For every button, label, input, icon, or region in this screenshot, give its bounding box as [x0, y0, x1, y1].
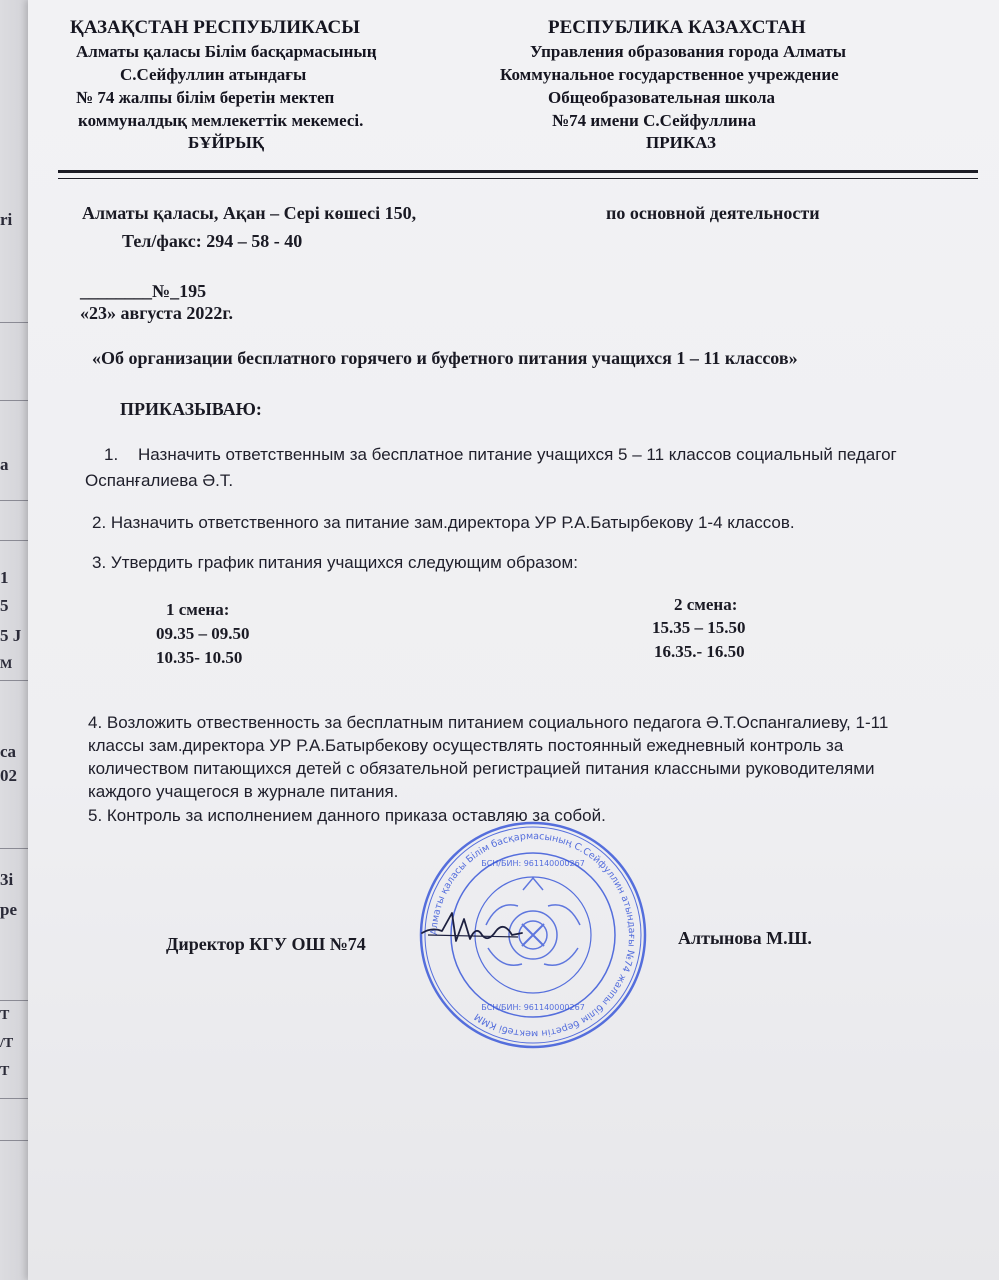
header-right-line3: Общеобразовательная школа	[548, 88, 776, 107]
item-2: 2. Назначить ответственного за питание зам.директора УР Р.А.Батырбекову 1-4 классов.	[92, 513, 795, 532]
director-signature	[418, 905, 528, 955]
stamp-bin-top: БСН/БИН: 961140000267	[481, 859, 585, 868]
under-fragment: pe	[0, 900, 17, 919]
shift-1-time-2: 10.35- 10.50	[156, 648, 243, 667]
header-right-country: РЕСПУБЛИКА КАЗАХСТАН	[548, 17, 806, 38]
stamp-bin-bottom: БСН/БИН: 961140000267	[481, 1003, 585, 1012]
item-4-line3: количеством питающихся детей с обязательной регистрацией питания классными руководителями	[88, 759, 875, 778]
signature-position: Директор КГУ ОШ №74	[166, 934, 366, 954]
address-phone: Тел/факс: 294 – 58 - 40	[122, 231, 303, 251]
order-date: «23» августа 2022г.	[80, 303, 234, 323]
item-1-number: 1.	[104, 445, 119, 464]
header-divider-thick	[58, 170, 978, 173]
item-4-line4: каждого учащегося в журнале питания.	[88, 782, 399, 801]
header-divider-thin	[58, 178, 978, 179]
under-fragment: 1	[0, 568, 9, 587]
header-left-line4: коммуналдық мемлекеттік мекемесі.	[78, 111, 364, 130]
header-left-line3: № 74 жалпы білім беретін мектеп	[76, 88, 335, 107]
header-right-line2: Коммунальное государственное учреждение	[500, 65, 839, 84]
shift-2-time-1: 15.35 – 15.50	[652, 618, 746, 637]
item-4-line2: классы зам.директора УР Р.А.Батырбекову осуществлять постоянный ежедневный контроль за	[88, 736, 844, 755]
signature-name: Алтынова М.Ш.	[678, 928, 812, 948]
under-fragment: ca	[0, 742, 17, 761]
header-left-doc-type: БҰЙРЫҚ	[188, 133, 265, 152]
shift-2-time-2: 16.35.- 16.50	[654, 642, 745, 661]
order-command: ПРИКАЗЫВАЮ:	[120, 399, 262, 419]
under-fragment: 02	[0, 766, 17, 785]
under-fragment: T	[0, 1008, 10, 1023]
under-fragment: T	[0, 1064, 10, 1079]
item-5: 5. Контроль за исполнением данного приказа оставляю за собой.	[88, 806, 606, 825]
under-fragment: 3i	[0, 870, 14, 889]
under-fragment: ri	[0, 210, 13, 229]
under-fragment: a	[0, 455, 9, 474]
under-fragment: M	[0, 656, 13, 671]
under-fragment: 5 J	[0, 626, 22, 645]
under-fragment: 5	[0, 596, 9, 615]
order-number: ________№_195	[80, 281, 207, 301]
under-fragment: /T	[0, 1036, 14, 1051]
stamp-outer-text: Алматы қаласы Білім басқармасының С.Сейфуллин атындағы №74 жалпы білім беретін мектебі КММ	[428, 830, 638, 1040]
item-1-line2: Оспанғалиева Ә.Т.	[85, 471, 234, 490]
shift-1-time-1: 09.35 – 09.50	[156, 624, 250, 643]
order-title: «Об организации бесплатного горячего и буфетного питания учащихся 1 – 11 классов»	[92, 348, 798, 368]
address-street: Алматы қаласы, Ақан – Сері көшесі 150,	[82, 203, 417, 223]
item-4-line1: 4. Возложить отвественность за бесплатным питанием социального педагога Ә.Т.Оспангалиеву, 1-11	[88, 713, 889, 732]
activity-type: по основной деятельности	[606, 203, 820, 223]
header-left-line1: Алматы қаласы Білім басқармасының	[76, 42, 377, 61]
header-right-doc-type: ПРИКАЗ	[646, 133, 716, 152]
item-1-line1: Назначить ответственным за бесплатное питание учащихся 5 – 11 классов социальный педагог	[138, 445, 897, 464]
shift-2-label: 2 смена:	[674, 595, 738, 614]
header-right-line4: №74 имени С.Сейфуллина	[552, 111, 757, 130]
item-3: 3. Утвердить график питания учащихся следующим образом:	[92, 553, 578, 572]
shift-1-label: 1 смена:	[166, 600, 230, 619]
header-left-country: ҚАЗАҚСТАН РЕСПУБЛИКАСЫ	[70, 17, 360, 38]
header-left-line2: С.Сейфуллин атындағы	[120, 65, 307, 84]
header-right-line1: Управления образования города Алматы	[530, 42, 846, 61]
